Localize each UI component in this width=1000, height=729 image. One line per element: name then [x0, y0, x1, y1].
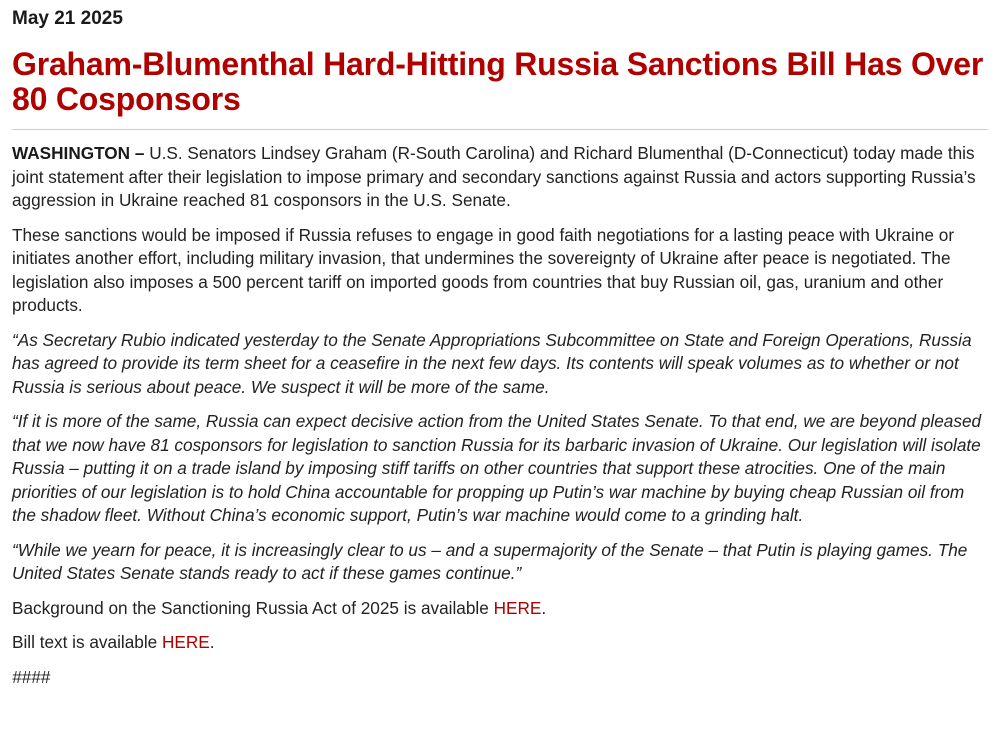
- end-mark: ####: [12, 666, 51, 687]
- quote-paragraph-2: “If it is more of the same, Russia can expect decisive action from the United States Senate. To that end, we are beyond pleased that we now have 81 cosponsors for legislation to sanction Russia for its barbaric invasion of Ukraine. Our legislation will isolate Russia – putting it on a trade island by imposing stiff tariffs on other countries that support these atrocities. One of the main priorities of our legislation is to hold China accountable for propping up Putin’s war machine by buying cheap Russian oil from the shadow fleet. Without China’s economic support, Putin’s war machine would come to a grinding halt.: [12, 411, 982, 525]
- background-paragraph: [12, 597, 988, 621]
- background-period: .: [541, 597, 547, 618]
- page-title: Graham-Blumenthal Hard-Hitting Russia Sanctions Bill Has Over 80 Cosponsors: [12, 46, 984, 117]
- lead-paragraph: [12, 142, 988, 213]
- dateline: WASHINGTON –: [12, 143, 145, 163]
- background-text: Background on the Sanctioning Russia Act of 2025 is available: [12, 597, 494, 618]
- background-here-link[interactable]: HERE: [493, 597, 542, 618]
- sanctions-paragraph: These sanctions would be imposed if Russia refuses to engage in good faith negotiations for a lasting peace with Ukraine or initiates another effort, including military invasion, that undermines the sovereignty of Ukraine after peace is negotiated. The legislation also imposes a 500 percent tariff on imported goods from countries that buy Russian oil, gas, uranium and other products.: [12, 224, 955, 315]
- lead-text: U.S. Senators Lindsey Graham (R-South Carolina) and Richard Blumenthal (D-Connecticut) today made this joint statement after their legislation to impose primary and secondary sanctions against Russia and actors supporting Russia’s aggression in Ukraine reached 81 cosponsors in the U.S. Senate.: [12, 143, 976, 210]
- article-body: [12, 142, 988, 689]
- quote-paragraph-1: “As Secretary Rubio indicated yesterday to the Senate Appropriations Subcommittee on State and Foreign Operations, Russia has agreed to provide its term sheet for a ceasefire in the next few days. Its contents will speak volumes as to whether or not Russia is serious about peace. We suspect it will be more of the same.: [12, 329, 972, 397]
- bill-period: .: [209, 632, 215, 652]
- bill-text-paragraph: [12, 631, 988, 655]
- bill-text: Bill text is available: [12, 632, 162, 652]
- quote-paragraph-3: “While we yearn for peace, it is increasingly clear to us – and a supermajority of the Senate – that Putin is playing games. The United States Senate stands ready to act if these games continue.”: [12, 539, 968, 583]
- bill-here-link[interactable]: HERE: [161, 632, 210, 652]
- title-divider: [12, 129, 988, 130]
- release-date: May 21 2025: [12, 8, 123, 29]
